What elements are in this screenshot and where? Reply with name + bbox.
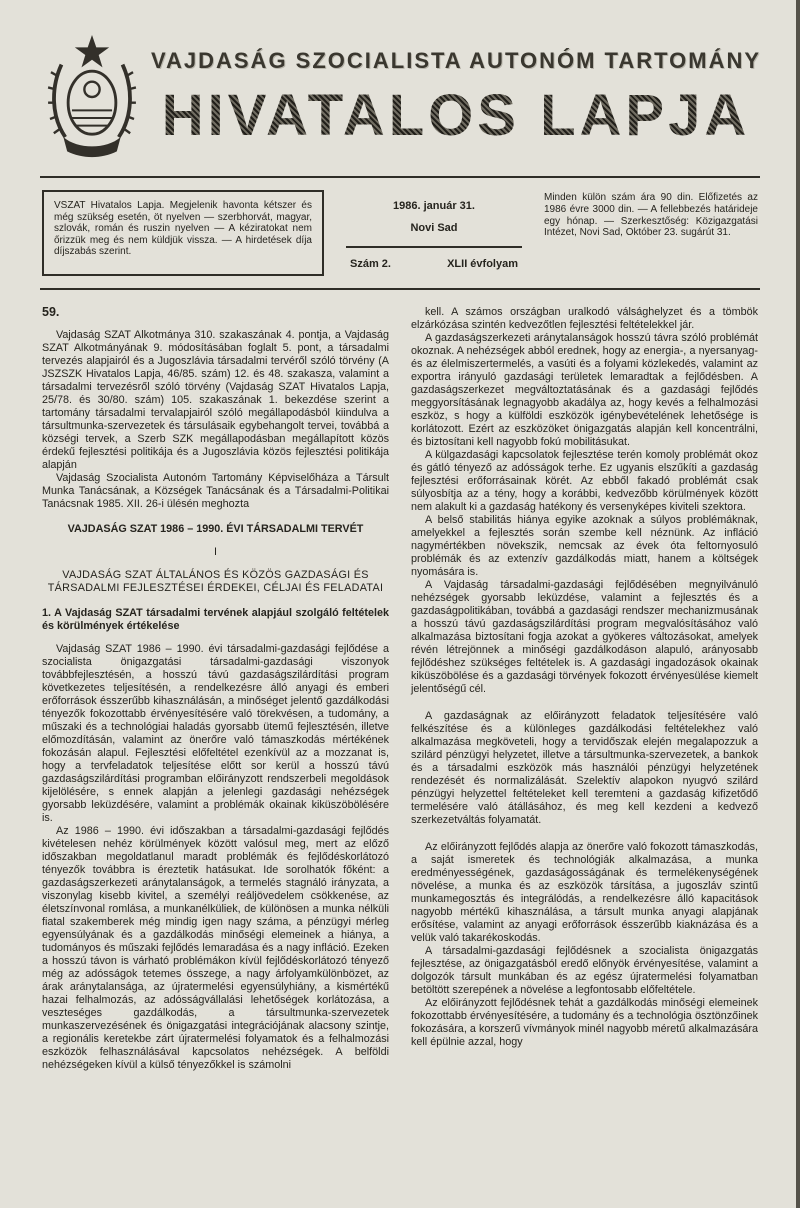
paragraph: kell. A számos országban uralkodó válsághelyzet és a tömbök elzárkózása szintén kedvezőtlen fejlesztési feltételekkel jár. xyxy=(411,306,758,331)
issue-city: Novi Sad xyxy=(410,222,458,234)
section-numeral: I xyxy=(214,546,217,558)
paragraph: A Vajdaság társadalmi-gazdasági fejlődésében megnyilvánuló nehézségek gyorsabb leküzdése, valamint a fejlesztés és a gazdaságpolitikában, továbbá a gazdasági rendszer mechanizmusának a hosszú távú gazdaságszilárdítási program megvalósításához való alkalmazása biztosítani fogja azokat a gyökeres változásokat, amelyek révén létrejönnek a minőségi gazdálkodáson alapuló, arányosabb fejlődéshez szükséges feltételek is. A gazdasági ingadozások okainak kiküszöbölése és a gazdasági törvények fokozott érvényesülése kiemelt jelentőségű cél. xyxy=(411,579,758,695)
paragraph: A belső stabilitás hiánya egyike azoknak a súlyos problémáknak, amelyekkel a fejlesztés során szembe kell néznünk. Az infláció nagymértékben növekszik, nemcsak az évek óta feltornyosuló problémák és az extenzív gazdálkodás miatt, hanem a költségek nyomására is. xyxy=(411,514,758,578)
paragraph: Az 1986 – 1990. évi időszakban a társadalmi-gazdasági fejlődés kivételesen nehéz körülmények között valósul meg, mert az előző időszakban megoldatlanul maradt problémák és fejlődéskorlátozó tényezők továbbra is éreztetik hatásukat. Ide sorolhatók főként: a gazdaságszerkezeti aránytalanságok, a termelés stagnáló irányzata, a viszonylag kisebb kivitel, a személyi reáljövedelem csökkenése, az életszínvonal romlása, a munkanélküliek, de különösen a munka nélküli fiatal szakemberek még mindig igen nagy száma, a pénzügyi mérleg egyensúlyának és a gazdálkodás minőségi elemeinek a hiánya, a tudományos és műszaki fejlődés lemaradása és a nagy infláció. Ezeken a hosszú távon is várható problémákon kívül fejlődéskorlátozó tényező még az adósságok tetemes összege, a nagy árfolyamkülönbözet, az árak aránytalansága, az újratermelési egyensúlyhiány, a kismértékű hazai felhalmozás, az adósságvállalási lehetőségek korlátozása, a veszteséges gazdálkodás, a társultmunka-szervezetek munkaszervezésének és önigazgatási integrációjának alacsony szintje, a regionális keretekbe zárt újratermelési folyamatok és a felhalmozási eszközök felhasználásával kapcsolatos nehézségek. A belföldi nehézségeken kívül a külső tényezőkkel is számolni xyxy=(42,825,389,1071)
issue-volume-row xyxy=(342,258,526,270)
paragraph: A társadalmi-gazdasági fejlődésnek a szocialista önigazgatás fejlesztése, az önigazgatásból eredő előnyök érvényesítése, valamint a dolgozók társult munkában és az egész újratermelési folyamatban betöltött szerepének a növelése a legfontosabb előfeltétele. xyxy=(411,945,758,996)
issue-date: 1986. január 31. xyxy=(393,200,475,212)
paragraph: Vajdaság SZAT Alkotmánya 310. szakaszának 4. pontja, a Vajdaság SZAT Alkotmányának 9. módosításában foglalt 5. pont, a társadalmi tervezés alapjairól és a Jugoszlávia társadalmi tervéről szóló törvény (A JSZSZK Hivatalos Lapja, 46/85. szám) 12. és 48. szakasza, valamint a társadalmi tervezésről szóló törvény (Vajdaság SZAT Hivatalos Lapja, 25/78. és 30/80. szám) 105. szakaszának 1. bekezdése szerint a tartomány társadalmi tervalapjairól szóló megállapodásból kiindulva a társultmunka-szervezetek és társulásaik egybehangolt tervei, továbbá a községi tervek, a Szerb SZK megállapodásban megállapított közös érdekű fejlesztési politikája és a Jugoszlávia közös fejlesztési politikája alapján xyxy=(42,329,389,471)
publication-info-strip xyxy=(40,176,760,290)
subsection-heading: 1. A Vajdaság SZAT társadalmi tervének alapjául szolgáló feltételek és körülmények értékelése xyxy=(42,607,389,632)
masthead xyxy=(0,0,800,166)
coat-of-arms-icon xyxy=(44,34,140,160)
left-column xyxy=(42,306,389,1072)
paragraph: Vajdaság SZAT 1986 – 1990. évi társadalmi-gazdasági fejlődése a szocialista önigazgatási társadalmi-gazdasági viszonyok továbbfejlesztésén, a hosszú távú gazdaságszilárdítási program következetes teljesítésén, a rendelkezésre álló anyagi és emberi erőforrások ésszerűbb kihasználásán, a minőséget jelentő gazdálkodási tényezők fokozottabb érvényesítésére való törekvésen, a tudomány, a műszaki és a technológiai haladás gyorsabb ütemű fejlesztésén, illetve előmozdításán, valamint az önerőre való támaszkodás mértékének fokozásán alapul. Fejlesztési előfeltétel ezenkívül az a mozzanat is, hogy a tervfeladatok teljesítése előtt sor kerül a hosszú távú gazdaságszilárdítási programban előirányzott rendszerbeli megoldások kijelölésére, s ennek alapján a jelenlegi gazdasági nehézségek gyorsabb leküzdésére, valamint a problémák okainak kiküszöbölésére is. xyxy=(42,643,389,824)
paragraph: Az előirányzott fejlődésnek tehát a gazdálkodás minőségi elemeinek fokozottabb érvényesítésére, a tudomány és a technológia ösztönzőinek fokozására, a korszerű vívmányok minél nagyobb méretű alkalmazására kell épülnie azzal, hogy xyxy=(411,997,758,1048)
right-column xyxy=(411,306,758,1072)
issue-number: Szám 2. xyxy=(350,258,391,270)
paragraph: Vajdaság Szocialista Autonóm Tartomány Képviselőháza a Társult Munka Tanácsának, a Községek Tanácsának és a Társadalmi-Politikai Tanácsnak 1985. XII. 26-i ülésén meghozta xyxy=(42,472,389,510)
document-title: VAJDASÁG SZAT 1986 – 1990. ÉVI TÁRSADALMI TERVÉT xyxy=(67,523,364,535)
article-body xyxy=(0,290,800,1072)
volume-label: XLII évfolyam xyxy=(447,258,518,270)
issue-info xyxy=(340,190,528,276)
masthead-titles xyxy=(140,34,772,149)
divider xyxy=(346,246,522,248)
paragraph: A külgazdasági kapcsolatok fejlesztése terén komoly problémát okoz és gátló tényező az adósságok terhe. Ez ugyanis elszűkíti a gazdaság fejlesztési erőforrásainak körét. Az ebből fakadó problémát csak súlyosbítja az a tény, hogy a korábbi, kedvezőbb körülmények között nem alakult ki a gazdaság hatékony és versenyképes kiviteli szektora. xyxy=(411,449,758,513)
article-number: 59. xyxy=(42,305,60,319)
section-heading: VAJDASÁG SZAT ÁLTALÁNOS ÉS KÖZÖS GAZDASÁGI ÉS TÁRSADALMI FEJLESZTÉSEI ÉRDEKEI, CÉLJAI ÉS FELADATAI xyxy=(47,569,384,594)
paragraph: A gazdaságszerkezeti aránytalanságok hosszú távra szóló problémát okoznak. A nehézségek abból erednek, hogy az energia-, a nyersanyag- és az élelmiszertermelés, a vasúti és a folyami közlekedés, valamint az exportra irányuló gazdasági területek lemaradtak a fejlődésben. A gazdaságszerkezet megváltoztatásának és a gazdasági fejlődés meggyorsításának legnagyobb akadálya az, hogy kevés a felhalmozási eszköz, s hogy a külföldi eszközök igénybevételének lehetősége is korlátozott. Ezért az eszközöket önigazgatás alapján kell koncentrálni, és biztosítani kell nagyobb fokú mobilitásukat. xyxy=(411,332,758,448)
paragraph: A gazdaságnak az előirányzott feladatok teljesítésére való felkészítése és a különleges gazdálkodási feltételekhez való alkalmazása megköveteli, hogy a tervidőszak elején megalapozzuk a szilárd pénzügyi helyzetet, illetve a társultmunka-szervezetek, a bankok és a társadalmi eszközök más használói pénzügyi helyzetének rendezését és normalizálását. Szelektív alapokon nyugvó szilárd pénzügyi helyzettel feltételeket kell teremteni a gazdaság kifizetődő termelésére való átállásához, és meg kell kezdeni a kedvező szerkezetváltás folyamatát. xyxy=(411,710,758,826)
subscription-note: Minden külön szám ára 90 din. Előfizetés az 1986 évre 3000 din. — A fellebbezés határideje egy hónap. — Szerkesztőség: Közigazgatási Intézet, Novi Sad, Október 23. sugárút 31. xyxy=(544,192,758,239)
paragraph: Az előirányzott fejlődés alapja az önerőre való fokozott támaszkodás, a saját ismeretek és technológiák alkalmazása, a munka eredményességének, gazdaságosságának és termelékenységének növelése, a munka és az eszközök társítása, a jugoszláv szintű munkamegosztás és integrálódás, a rendelkezésre álló kapacitások nagyobb mértékű kihasználása, a társult munka anyagi alapjának erősítése, valamint az anyagi erőforrások ésszerűbb kiaknázása és a velük való takarékoskodás. xyxy=(411,841,758,944)
region-title: VAJDASÁG SZOCIALISTA AUTONÓM TARTOMÁNY xyxy=(150,48,762,73)
publication-note: VSZAT Hivatalos Lapja. Megjelenik havonta kétszer és még szükség esetén, öt nyelven — szerbhorvát, magyar, szlovák, román és ruszin nyelven — A kéziratokat nem őrizzük meg és nem küldjük vissza. — A hirdetések díja díjszabás szerint. xyxy=(42,190,324,276)
gazette-title: HIVATALOS LAPJA xyxy=(140,82,772,149)
